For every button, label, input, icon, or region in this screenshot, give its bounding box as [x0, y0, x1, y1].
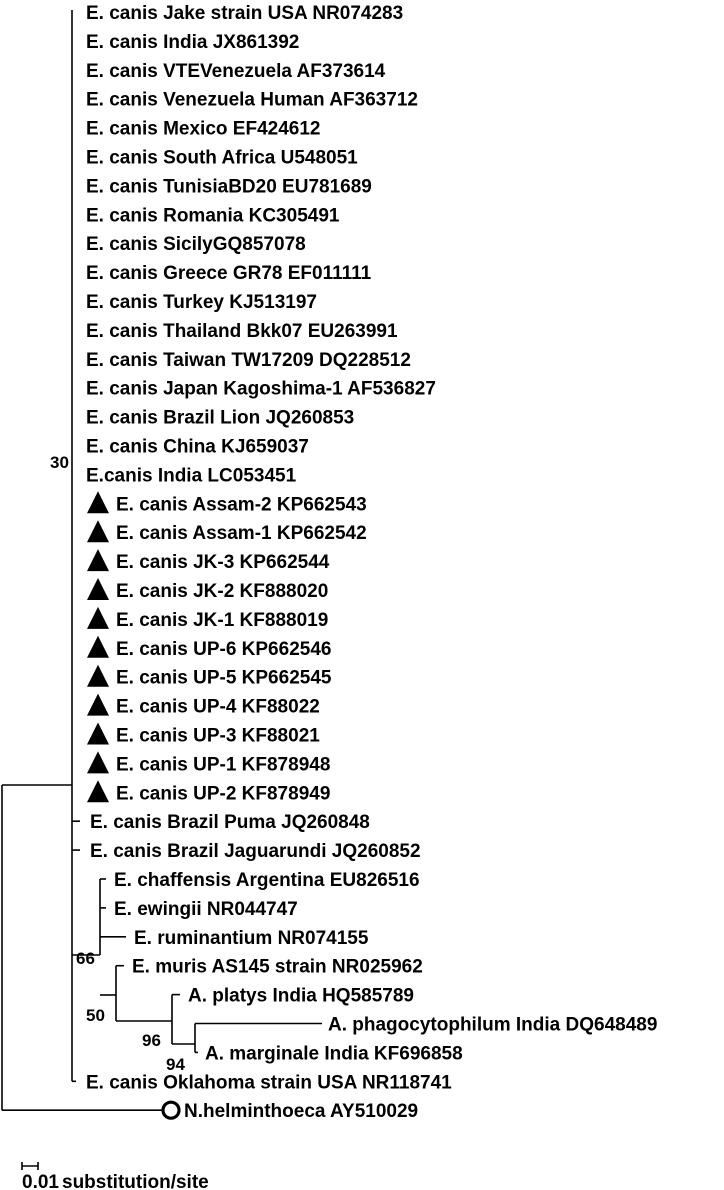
triangle-marker-icon [87, 665, 109, 687]
scale-bar [22, 1162, 209, 1190]
leaf-label: E. canis UP-4 KF88022 [116, 696, 320, 718]
leaf-label: E. canis UP-1 KF878948 [116, 754, 331, 776]
leaf-label: A. marginale India KF696858 [205, 1043, 463, 1065]
leaf-label: E. canis SicilyGQ857078 [86, 234, 306, 256]
leaf-label: E. canis Taiwan TW17209 DQ228512 [86, 349, 411, 371]
leaf-label: E. chaffensis Argentina EU826516 [114, 870, 420, 891]
leaf-label: E. canis Oklahoma strain USA NR118741 [86, 1072, 452, 1094]
bootstrap-value: 66 [76, 949, 95, 968]
scale-bar-unit: substitution/site [62, 1172, 209, 1190]
leaf-label: E. ewingii NR044747 [114, 898, 298, 920]
leaf-label: E. canis UP-2 KF878949 [116, 783, 331, 805]
leaf-label: E. canis Venezuela Human AF363712 [86, 89, 418, 111]
bootstrap-value: 94 [166, 1055, 185, 1074]
leaf-label: E. canis Brazil Lion JQ260853 [86, 407, 355, 429]
leaf-label: E. canis Greece GR78 EF011111 [86, 263, 372, 285]
leaf-label: A. phagocytophilum India DQ648489 [328, 1014, 658, 1036]
bootstrap-value: 96 [142, 1031, 161, 1050]
leaf-label: E. canis Japan Kagoshima-1 AF536827 [86, 378, 436, 400]
leaf-label: E. canis UP-6 KP662546 [116, 638, 332, 660]
leaf-label: N.helminthoeca AY510029 [184, 1101, 419, 1123]
leaf-label: E. canis China KJ659037 [86, 436, 309, 458]
leaf-labels [86, 3, 657, 1122]
leaf-label: E. canis Brazil Jaguarundi JQ260852 [90, 841, 421, 863]
leaf-label: E. canis UP-3 KF88021 [116, 725, 320, 747]
leaf-label: E. canis VTEVenezuela AF373614 [86, 60, 386, 82]
leaf-label: E. canis India JX861392 [86, 31, 300, 53]
triangle-marker-icon [87, 780, 109, 802]
leaf-label: E. canis Romania KC305491 [86, 205, 340, 227]
leaf-label: E. canis Assam-2 KP662543 [116, 494, 367, 516]
leaf-label: E. canis JK-1 KF888019 [116, 609, 329, 631]
leaf-label: E. muris AS145 strain NR025962 [132, 956, 423, 978]
leaf-label: E. canis Jake strain USA NR074283 [86, 3, 404, 24]
triangle-marker-icon [87, 549, 109, 571]
leaf-label: E.canis India LC053451 [86, 465, 297, 487]
triangle-marker-icon [87, 723, 109, 745]
leaf-label: E. canis Brazil Puma JQ260848 [90, 812, 370, 834]
leaf-label: E. canis Assam-1 KP662542 [116, 523, 367, 545]
bootstrap-value: 50 [86, 1006, 105, 1025]
triangle-marker-icon [87, 751, 109, 773]
leaf-label: A. platys India HQ585789 [188, 985, 414, 1007]
leaf-label: E. canis Turkey KJ513197 [86, 292, 317, 313]
triangle-marker-icon [87, 694, 109, 716]
leaf-label: E. canis Mexico EF424612 [86, 118, 321, 140]
scale-bar-value: 0.01 [22, 1172, 59, 1190]
leaf-label: E. canis JK-2 KF888020 [116, 581, 329, 602]
circle-marker-icon [163, 1102, 179, 1118]
triangle-marker-icon [87, 607, 109, 629]
leaf-label: E. canis UP-5 KP662545 [116, 667, 332, 689]
triangle-marker-icon [87, 491, 109, 513]
triangle-marker-icon [87, 578, 109, 600]
leaf-label: E. canis South Africa U548051 [86, 147, 358, 169]
triangle-marker-icon [87, 520, 109, 542]
leaf-label: E. canis Thailand Bkk07 EU263991 [86, 320, 398, 342]
scale-bar-line [22, 1162, 38, 1170]
leaf-label: E. canis TunisiaBD20 EU781689 [86, 176, 372, 198]
triangle-marker-icon [87, 636, 109, 658]
leaf-label: E. ruminantium NR074155 [134, 927, 369, 949]
bootstrap-value: 30 [50, 453, 69, 472]
leaf-label: E. canis JK-3 KP662544 [116, 552, 330, 574]
